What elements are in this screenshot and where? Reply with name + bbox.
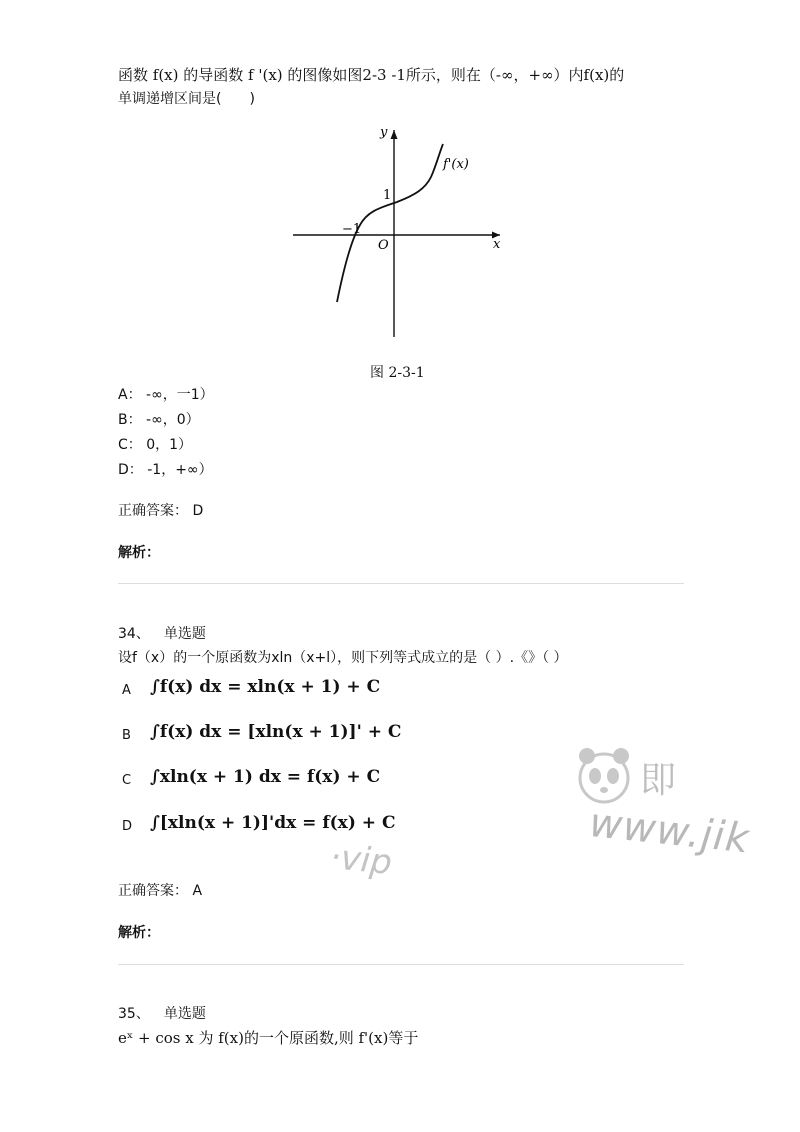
q35-type: 单选题 (163, 1006, 206, 1022)
y-axis-label: y (380, 125, 388, 140)
figure-caption: 图 2-3-1 (370, 365, 425, 381)
q34-option-c-letter: C (122, 773, 132, 788)
x-tick-label: −1 (342, 222, 362, 237)
q33-option-c: C： 0，1） (118, 437, 193, 453)
q34-analysis-label: 解析： (118, 925, 160, 941)
q34-header (118, 623, 220, 643)
panda-watermark-icon (573, 740, 635, 810)
watermark-vip: ·vip (328, 836, 394, 884)
q33-analysis-label: 解析： (118, 545, 160, 561)
q34-answer: 正确答案： A (118, 883, 203, 899)
q34-option-d-formula: ∫[xln(x + 1)]'dx = f(x) + C (150, 813, 396, 833)
watermark-brand: 即 (640, 760, 677, 801)
derivative-graph (285, 122, 510, 342)
q33-option-a: A： -∞，一1） (118, 387, 214, 403)
q33-option-d: D： -1，+∞） (118, 462, 213, 478)
q33-answer: 正确答案： D (118, 503, 204, 519)
curve-label: f'(x) (443, 157, 469, 172)
q35-number: 35、 (118, 1006, 150, 1022)
origin-label: O (378, 238, 389, 253)
q34-type: 单选题 (163, 626, 206, 642)
x-axis-label: x (493, 237, 501, 252)
y-tick-label: 1 (383, 188, 392, 203)
q34-stem: 设f（x）的一个原函数为xln（x+l），则下列等式成立的是（ ）.《》（ ） (118, 650, 568, 666)
q34-option-a-letter: A (122, 683, 131, 698)
watermark-url: www.jik (587, 800, 752, 863)
q34-option-b-formula: ∫f(x) dx = [xln(x + 1)]' + C (150, 722, 402, 742)
q34-option-a-formula: ∫f(x) dx = xln(x + 1) + C (150, 677, 381, 697)
section-divider (118, 583, 684, 584)
q34-number: 34、 (118, 626, 150, 642)
q33-stem-line2: 单调递增区间是( ) (118, 91, 255, 107)
q35-header (118, 1003, 220, 1023)
q35-stem: eˣ + cos x 为 f(x)的一个原函数,则 f'(x)等于 (118, 1029, 419, 1047)
y-axis-arrow (391, 130, 398, 139)
q34-option-d-letter: D (122, 819, 133, 834)
q34-option-b-letter: B (122, 728, 131, 743)
q34-option-c-formula: ∫xln(x + 1) dx = f(x) + C (150, 767, 381, 787)
q33-option-b: B： -∞，0） (118, 412, 200, 428)
q33-stem-line1: 函数 f(x) 的导函数 f '(x) 的图像如图2-3 -1所示，则在（-∞，+∞）内f(x)的 (118, 66, 625, 84)
section-divider-2 (118, 964, 684, 965)
